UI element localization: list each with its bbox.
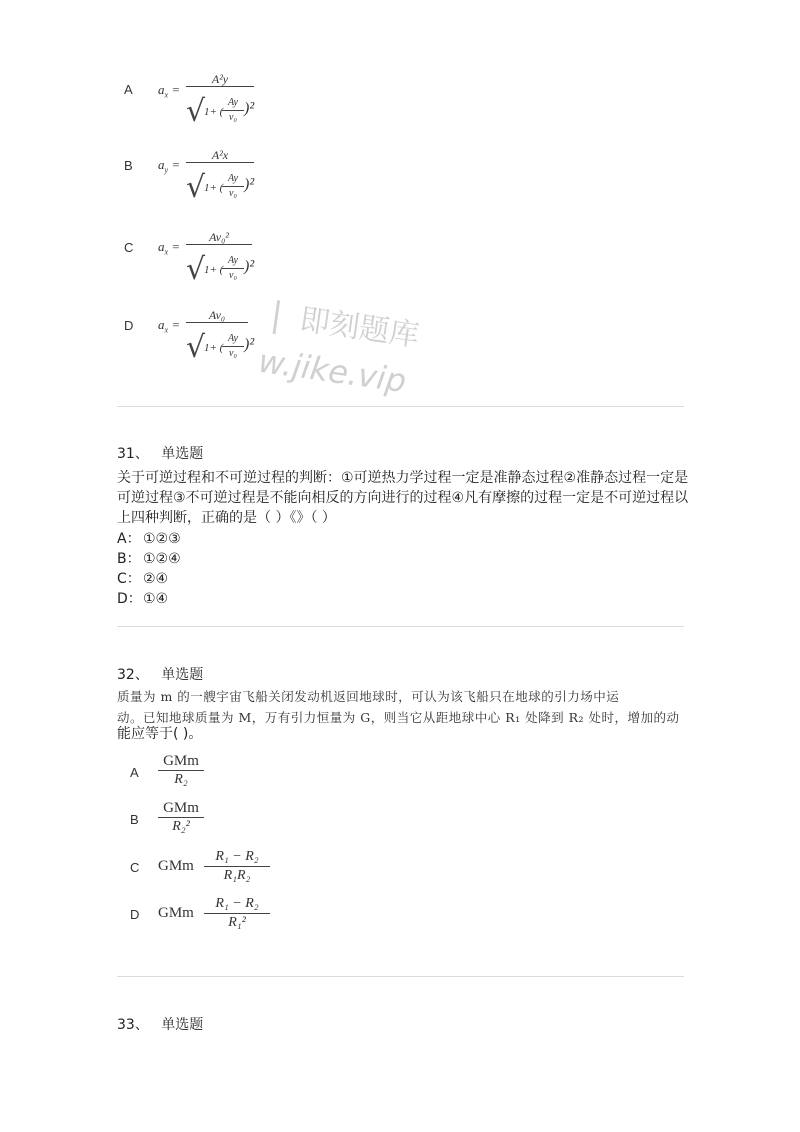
question-32-header — [117, 664, 203, 684]
formula-inner-fraction: Ay v₀ — [222, 172, 244, 200]
sqrt-icon: √ — [186, 94, 206, 129]
option-letter: C — [130, 860, 140, 875]
formula-paren: )² — [244, 336, 255, 353]
divider — [117, 406, 684, 407]
option-letter: B — [124, 158, 133, 173]
watermark-url: w.jike.vip — [256, 341, 409, 401]
answer-option-a[interactable] — [117, 528, 181, 548]
sqrt-icon: √ — [186, 252, 206, 287]
formula-inner-fraction: Ay v₀ — [222, 96, 244, 124]
sqrt-icon: √ — [186, 170, 206, 205]
formula-fraction: Av₀² — [186, 230, 252, 245]
formula-fraction: GMm R₂ — [158, 752, 204, 789]
question-number: 32 — [117, 667, 135, 683]
separator: 、 — [134, 1017, 149, 1033]
formula-lhs: $a_x$ = — [158, 82, 181, 100]
option-letter: D — [130, 907, 140, 922]
answer-option-d[interactable] — [117, 588, 168, 608]
answer-label: D： — [117, 591, 142, 607]
answer-value: ①④ — [143, 591, 169, 607]
formula-lhs: $a_x$ = — [158, 239, 181, 257]
formula-lhs: $a_x$ = — [158, 317, 181, 335]
question-32-line2: 动。已知地球质量为 M，万有引力恒量为 G，则当它从距地球中心 R₁ 处降到 R₂ 处时，增加的动 — [117, 710, 680, 725]
formula-fraction: Av₀ — [186, 308, 248, 323]
question-31-text: 关于可逆过程和不可逆过程的判断：①可逆热力学过程一定是准静态过程②准静态过程一定是可逆过程③不可逆过程是不能向相反的方向进行的过程④凡有摩擦的过程一定是不可逆过程以上四种判断，正确的是（ ）《》（ ） — [117, 470, 689, 526]
formula-denominator: 1+ ( — [204, 342, 224, 354]
formula-prefix: GMm — [158, 858, 194, 874]
leaf-icon: ❘ — [259, 293, 294, 337]
watermark-text: 即刻题库 — [297, 302, 422, 354]
formula-inner-fraction: Ay v₀ — [222, 332, 244, 360]
question-32-line3: 能应等于( )。 — [117, 726, 203, 742]
question-type: 单选题 — [161, 446, 204, 462]
answer-option-c[interactable] — [117, 568, 168, 588]
question-number: 33 — [117, 1017, 135, 1033]
formula-lhs: $a_y$ = — [158, 157, 181, 175]
formula-denominator: 1+ ( — [204, 182, 224, 194]
answer-label: C： — [117, 571, 141, 587]
option-letter: B — [130, 812, 139, 827]
formula-fraction: R₁ − R₂ R₁R₂ — [204, 848, 270, 885]
answer-label: B： — [117, 551, 141, 567]
answer-label: A： — [117, 531, 141, 547]
question-32-line1: 质量为 m 的一艘宇宙飞船关闭发动机返回地球时，可认为该飞船只在地球的引力场中运 — [117, 689, 620, 704]
option-letter: D — [124, 318, 134, 333]
formula-inner-fraction: Ay v₀ — [222, 254, 244, 282]
formula-paren: )² — [244, 176, 255, 193]
separator: 、 — [134, 667, 149, 683]
formula-fraction: R₁ − R₂ R₁² — [204, 895, 270, 932]
question-type: 单选题 — [161, 1017, 204, 1033]
answer-value: ①②③ — [143, 531, 181, 547]
question-type: 单选题 — [161, 667, 204, 683]
option-letter: A — [130, 765, 139, 780]
separator: 、 — [134, 446, 149, 462]
sqrt-icon: √ — [186, 330, 206, 365]
formula-prefix: GMm — [158, 905, 194, 921]
formula-fraction: A²x — [186, 148, 254, 163]
divider — [117, 626, 684, 627]
divider — [117, 976, 684, 977]
formula-fraction: A²y — [186, 72, 254, 87]
answer-value: ①②④ — [143, 551, 181, 567]
formula-denominator: 1+ ( — [204, 106, 224, 118]
formula-fraction: GMm R₂² — [158, 799, 204, 836]
answer-option-b[interactable] — [117, 548, 181, 568]
question-31-header — [117, 443, 203, 463]
formula-paren: )² — [244, 258, 255, 275]
formula-denominator: 1+ ( — [204, 264, 224, 276]
question-33-header — [117, 1014, 203, 1034]
formula-paren: )² — [244, 100, 255, 117]
answer-value: ②④ — [143, 571, 169, 587]
option-letter: A — [124, 82, 133, 97]
option-letter: C — [124, 240, 134, 255]
question-number: 31 — [117, 446, 135, 462]
